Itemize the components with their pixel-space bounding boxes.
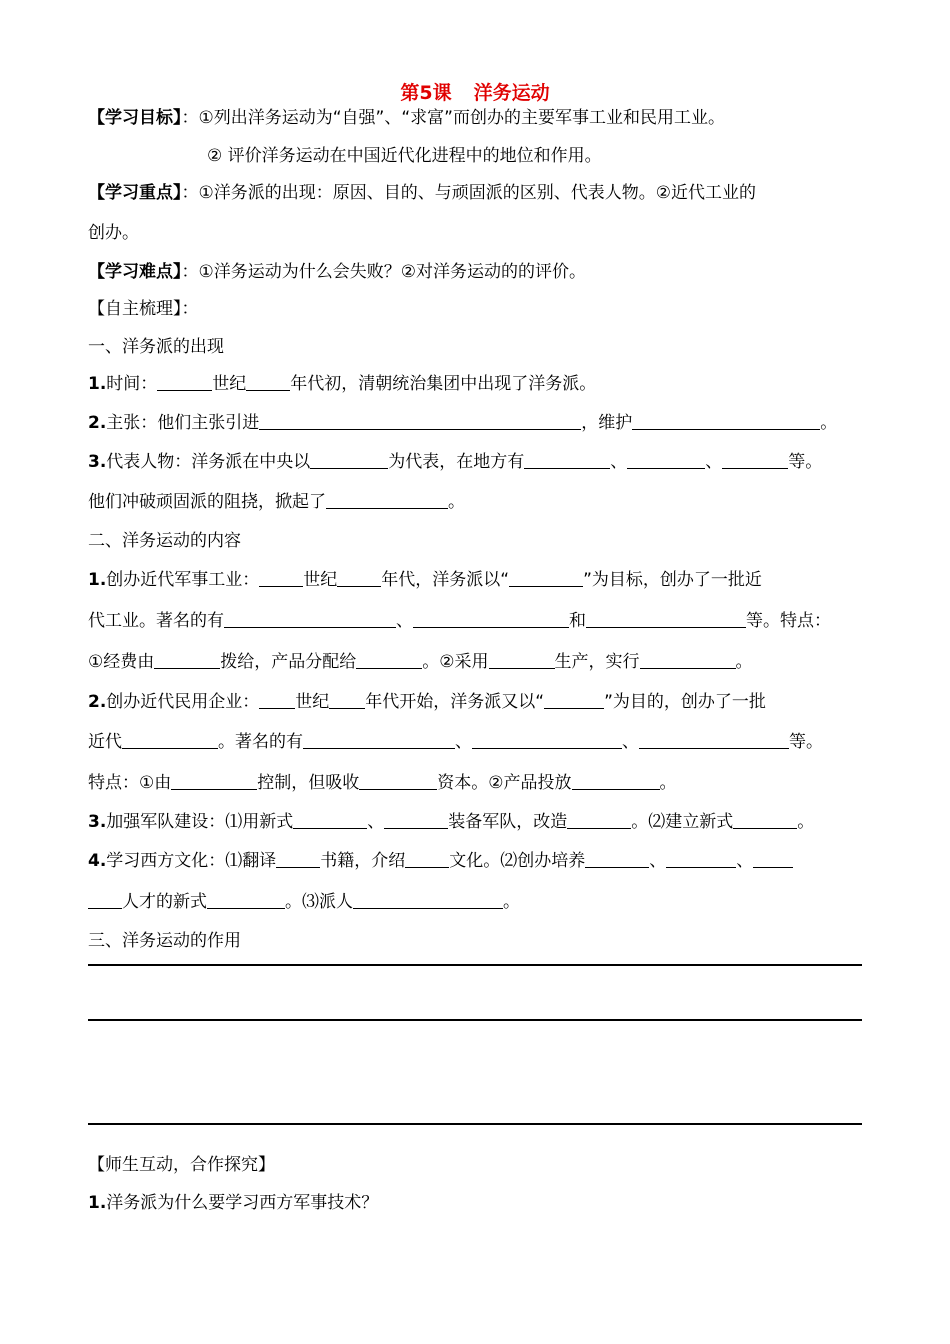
s2-q2-cont-2	[88, 771, 677, 795]
blank-decade[interactable]	[246, 372, 290, 391]
question-text: ”为目标，创办了一批近	[583, 570, 762, 590]
page-title	[0, 78, 950, 105]
learning-goals-line-1	[88, 106, 725, 130]
section-3-heading	[88, 929, 241, 953]
question-text: 年代，洋务派以“	[381, 570, 510, 590]
blank-introduce[interactable]	[259, 411, 581, 430]
question-text: 时间：	[106, 374, 158, 394]
blank-enterprise-type[interactable]	[122, 730, 218, 749]
blank-new-force[interactable]	[733, 810, 797, 829]
key-points-label: 【学习重点】	[88, 183, 182, 203]
blank-funding[interactable]	[154, 650, 220, 669]
question-text: 、	[367, 812, 385, 832]
key-points-text-1: ：①洋务派的出现：原因、目的、与顽固派的区别、代表人物。②近代工业的	[181, 183, 756, 203]
question-number: 3.	[88, 452, 107, 472]
s2-q3	[88, 810, 814, 834]
blank-school[interactable]	[207, 890, 285, 909]
question-text: 文化。⑵创办培养	[449, 851, 586, 871]
question-text: 等。	[789, 732, 823, 752]
question-text: 、	[396, 611, 413, 631]
learning-goals-text-2: ② 评价洋务运动在中国近代化进程中的地位和作用。	[207, 146, 602, 166]
blank-local-leader-3[interactable]	[722, 450, 788, 469]
blank-market[interactable]	[572, 771, 660, 790]
blank-military-industry-3[interactable]	[586, 609, 746, 628]
s2-q4	[88, 849, 793, 873]
question-number: 1.	[88, 1193, 107, 1213]
question-text: 他们冲破顽固派的阻挠，掀起了	[88, 492, 326, 512]
question-text: 装备军队，改造	[448, 812, 568, 832]
s2-q1-cont-1	[88, 609, 831, 633]
question-text: 等。	[788, 452, 823, 472]
interaction-q1	[88, 1191, 378, 1215]
question-text: 、	[622, 732, 639, 752]
question-text: ①经费由	[88, 652, 155, 672]
s2-q1	[88, 568, 762, 592]
question-text: 创办近代民用企业：	[106, 692, 260, 712]
blank-culture[interactable]	[405, 849, 449, 868]
key-points-text-2: 创办。	[88, 223, 139, 243]
blank-control[interactable]	[171, 771, 257, 790]
question-text: 创办近代军事工业：	[106, 570, 260, 590]
section-2-heading	[88, 529, 241, 553]
blank-weapon-2[interactable]	[384, 810, 448, 829]
s2-q4-cont	[88, 890, 520, 914]
question-text: 等。特点：	[746, 611, 831, 631]
self-study-heading	[88, 297, 199, 321]
blank-purpose[interactable]	[544, 690, 604, 709]
blank-send-abroad[interactable]	[353, 890, 503, 909]
key-points-line-1	[88, 181, 756, 205]
question-text: 近代	[88, 732, 122, 752]
self-study-label: 【自主梳理】：	[88, 299, 199, 319]
question-text: 书籍，介绍	[320, 851, 406, 871]
question-text: 控制，但吸收	[257, 773, 360, 793]
blank-distribution[interactable]	[356, 650, 422, 669]
question-number: 1.	[88, 570, 107, 590]
learning-goals-text-1: ：①列出洋务运动为“自强”、“求富”而创办的主要军事工业和民用工业。	[181, 108, 725, 128]
blank-local-leader-1[interactable]	[524, 450, 610, 469]
question-text: 、	[705, 452, 723, 472]
question-text: 。	[448, 492, 465, 512]
question-text: 年代开始，洋务派又以“	[365, 692, 545, 712]
question-text: 年代初，清朝统治集团中出现了洋务派。	[290, 374, 597, 394]
question-text: 。	[735, 652, 753, 672]
question-text: 特点：①由	[88, 773, 172, 793]
s1-q3	[88, 450, 822, 474]
blank-central-leader[interactable]	[310, 450, 388, 469]
question-text: ，维护	[581, 413, 633, 433]
blank-local-leader-2[interactable]	[627, 450, 705, 469]
learning-goals-line-2	[207, 144, 602, 168]
question-text: 、	[736, 851, 754, 871]
question-text: 拨给，产品分配给	[220, 652, 357, 672]
blank-goal[interactable]	[509, 568, 583, 587]
blank-century[interactable]	[259, 690, 295, 709]
question-text: 主张：他们主张引进	[106, 413, 260, 433]
difficulties-text: ：①洋务运动为什么会失败？②对洋务运动的的评价。	[181, 262, 586, 282]
blank-decade[interactable]	[329, 690, 365, 709]
s1-q3-cont	[88, 490, 465, 514]
lesson-name: 洋务运动	[473, 82, 550, 104]
blank-weapon-1[interactable]	[293, 810, 367, 829]
blank-capital[interactable]	[359, 771, 437, 790]
s2-q1-cont-2	[88, 650, 753, 674]
blank-military-industry-2[interactable]	[413, 609, 569, 628]
question-text: 。②采用	[422, 652, 489, 672]
blank-books[interactable]	[276, 849, 320, 868]
section-1-heading-text: 一、洋务派的出现	[88, 337, 224, 357]
question-number: 3.	[88, 812, 107, 832]
s1-q1	[88, 372, 596, 396]
answer-line-2[interactable]	[88, 1019, 862, 1021]
blank-decade[interactable]	[337, 568, 381, 587]
s2-q2	[88, 690, 766, 714]
question-text: 。	[820, 413, 838, 433]
question-number: 2.	[88, 413, 107, 433]
question-text: 。⑵建立新式	[631, 812, 734, 832]
difficulties-line	[88, 260, 586, 284]
blank-talent-3-cont[interactable]	[88, 890, 122, 909]
question-text: 代表人物：洋务派在中央以	[106, 452, 311, 472]
blank-enterprise-3[interactable]	[639, 730, 789, 749]
question-text: 。	[503, 892, 520, 912]
question-text: 人才的新式	[122, 892, 207, 912]
blank-talent-2[interactable]	[666, 849, 736, 868]
section-1-heading	[88, 335, 224, 359]
question-text: 、	[455, 732, 472, 752]
question-number: 2.	[88, 692, 107, 712]
question-text: 、	[610, 452, 628, 472]
question-text: 、	[649, 851, 667, 871]
question-text: 为代表，在地方有	[388, 452, 525, 472]
answer-line-3[interactable]	[88, 1123, 862, 1125]
question-text: 。著名的有	[218, 732, 303, 752]
section-2-heading-text: 二、洋务运动的内容	[88, 531, 241, 551]
s2-q2-cont-1	[88, 730, 823, 754]
lesson-number: 第5课	[400, 82, 452, 104]
blank-management[interactable]	[640, 650, 736, 669]
question-text: 世纪	[212, 374, 247, 394]
question-text: 洋务派为什么要学习西方军事技术？	[106, 1193, 379, 1213]
question-text: 。⑶派人	[285, 892, 353, 912]
question-number: 1.	[88, 374, 107, 394]
question-text: 学习西方文化：⑴翻译	[106, 851, 277, 871]
blank-talent-1[interactable]	[585, 849, 649, 868]
question-text: ”为目的，创办了一批	[604, 692, 766, 712]
question-text: 世纪	[295, 692, 330, 712]
learning-goals-label: 【学习目标】	[88, 108, 182, 128]
question-text: 和	[569, 611, 586, 631]
blank-military-industry-1[interactable]	[224, 609, 396, 628]
section-3-heading-text: 三、洋务运动的作用	[88, 931, 241, 951]
difficulties-label: 【学习难点】	[88, 262, 182, 282]
interaction-label: 【师生互动，合作探究】	[88, 1155, 275, 1175]
blank-reform[interactable]	[567, 810, 631, 829]
question-text: 。	[659, 773, 677, 793]
key-points-line-2	[88, 221, 139, 245]
question-number: 4.	[88, 851, 107, 871]
blank-enterprise-1[interactable]	[303, 730, 455, 749]
blank-movement[interactable]	[326, 490, 448, 509]
question-text: 。	[797, 812, 815, 832]
question-text: 世纪	[303, 570, 338, 590]
blank-production[interactable]	[489, 650, 555, 669]
question-text: 生产，实行	[554, 652, 640, 672]
blank-enterprise-2[interactable]	[472, 730, 622, 749]
question-text: 资本。②产品投放	[437, 773, 572, 793]
blank-century[interactable]	[157, 372, 212, 391]
interaction-heading	[88, 1153, 275, 1177]
blank-talent-3[interactable]	[753, 849, 793, 868]
question-text: 加强军队建设：⑴用新式	[106, 812, 294, 832]
blank-maintain[interactable]	[632, 411, 820, 430]
blank-century[interactable]	[259, 568, 303, 587]
answer-line-1[interactable]	[88, 964, 862, 966]
question-text: 代工业。著名的有	[88, 611, 224, 631]
s1-q2	[88, 411, 837, 435]
